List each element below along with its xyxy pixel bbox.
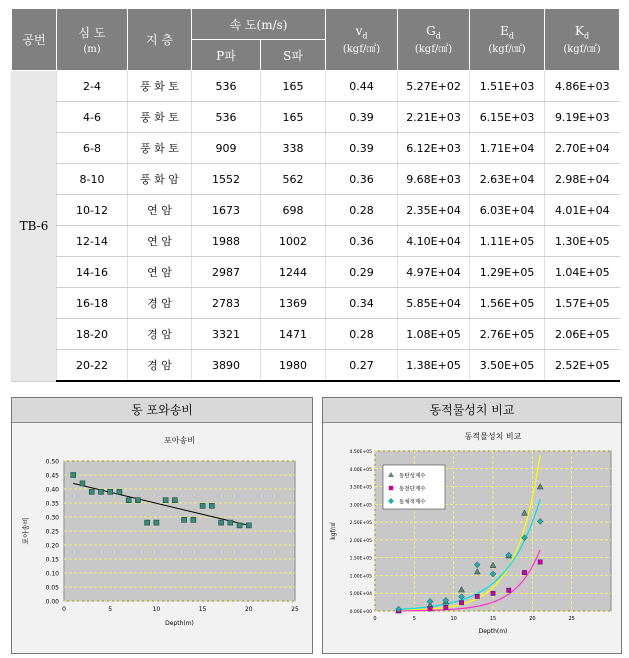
- cell-depth: 2-4: [57, 71, 128, 102]
- cell-nu: 0.36: [326, 164, 398, 195]
- cell-K: 1.57E+05: [545, 288, 620, 319]
- cell-E: 1.71E+04: [470, 133, 545, 164]
- table-row: [12, 133, 620, 164]
- y-tick-label: 3.00E+05: [349, 503, 372, 509]
- cell-K: 2.52E+05: [545, 350, 620, 382]
- y-tick-label: 0.40: [45, 486, 59, 494]
- y-tick-label: 0.50: [45, 458, 59, 466]
- cell-K: 2.98E+04: [545, 164, 620, 195]
- cell-G: 4.10E+04: [398, 226, 470, 257]
- y-tick-label: 0.00E+00: [349, 610, 372, 615]
- x-tick-label: 15: [198, 606, 207, 613]
- cell-G: 2.35E+04: [398, 195, 470, 226]
- poisson-panel-title: 동 포와송비: [12, 398, 312, 423]
- cell-p: 536: [192, 71, 261, 102]
- cell-G: 1.38E+05: [398, 350, 470, 382]
- x-tick-label: 15: [489, 616, 497, 622]
- cell-K: 1.30E+05: [545, 226, 620, 257]
- cell-depth: 18-20: [57, 319, 128, 350]
- cell-s: 338: [261, 133, 326, 164]
- y-tick-label: 1.50E+05: [349, 556, 372, 562]
- data-point: [135, 498, 140, 503]
- cell-G: 1.08E+05: [398, 319, 470, 350]
- data-point: [246, 523, 251, 528]
- cell-K: 2.70E+04: [545, 133, 620, 164]
- cell-s: 698: [261, 195, 326, 226]
- cell-G: 9.68E+03: [398, 164, 470, 195]
- data-point: [219, 520, 224, 525]
- table-row: [12, 257, 620, 288]
- header-velocity: 속 도(m/s): [192, 9, 326, 40]
- cell-E: 1.11E+05: [470, 226, 545, 257]
- data-point: [428, 607, 432, 611]
- cell-E: 1.51E+03: [470, 71, 545, 102]
- cell-K: 4.01E+04: [545, 195, 620, 226]
- cell-layer: 풍 화 암: [128, 164, 192, 195]
- x-tick-label: 5: [412, 616, 416, 622]
- cell-nu: 0.34: [326, 288, 398, 319]
- cell-p: 3890: [192, 350, 261, 382]
- cell-E: 2.63E+04: [470, 164, 545, 195]
- data-point: [507, 588, 511, 592]
- table-row: [12, 102, 620, 133]
- chart-title: 동적물성치 비교: [464, 432, 522, 441]
- cell-G: 5.85E+04: [398, 288, 470, 319]
- y-tick-label: 4.00E+05: [349, 467, 372, 473]
- data-point: [491, 591, 495, 595]
- cell-nu: 0.39: [326, 102, 398, 133]
- cell-depth: 20-22: [57, 350, 128, 382]
- data-point: [89, 489, 94, 494]
- cell-layer: 풍 화 토: [128, 71, 192, 102]
- data-point: [182, 517, 187, 522]
- cell-layer: 경 암: [128, 319, 192, 350]
- y-tick-label: 0.15: [45, 556, 59, 564]
- table-row: [12, 195, 620, 226]
- header-s-wave: S파: [261, 40, 326, 71]
- cell-nu: 0.28: [326, 319, 398, 350]
- y-tick-label: 3.50E+05: [349, 485, 372, 491]
- data-point: [538, 560, 542, 564]
- cell-p: 2987: [192, 257, 261, 288]
- y-tick-label: 0.30: [45, 514, 59, 522]
- y-axis-label: 포아송비: [22, 517, 30, 545]
- x-tick-label: 0: [62, 606, 66, 613]
- cell-layer: 연 암: [128, 195, 192, 226]
- cell-layer: 연 암: [128, 226, 192, 257]
- table-row: [12, 350, 620, 382]
- cell-s: 562: [261, 164, 326, 195]
- cell-K: 4.86E+03: [545, 71, 620, 102]
- data-point: [126, 498, 131, 503]
- y-tick-label: 0.25: [45, 528, 59, 536]
- cell-p: 1552: [192, 164, 261, 195]
- data-point: [145, 520, 150, 525]
- cell-p: 3321: [192, 319, 261, 350]
- data-point: [228, 520, 233, 525]
- cell-nu: 0.29: [326, 257, 398, 288]
- data-point: [459, 600, 463, 604]
- cell-E: 1.56E+05: [470, 288, 545, 319]
- header-p-wave: P파: [192, 40, 261, 71]
- legend-label: 동체적계수: [399, 499, 426, 506]
- poisson-chart: [12, 423, 312, 653]
- data-point: [444, 605, 448, 609]
- cell-G: 6.12E+03: [398, 133, 470, 164]
- modulus-panel: [322, 397, 622, 654]
- header-depth: 심 도 (m): [57, 9, 128, 71]
- legend-label: 동탄성계수: [399, 473, 426, 480]
- data-point: [117, 489, 122, 494]
- data-point: [98, 489, 103, 494]
- cell-nu: 0.27: [326, 350, 398, 382]
- data-point: [200, 503, 205, 508]
- cell-E: 1.29E+05: [470, 257, 545, 288]
- data-point: [475, 594, 479, 598]
- cell-s: 1980: [261, 350, 326, 382]
- borehole-cell: TB-6: [12, 71, 57, 382]
- cell-layer: 풍 화 토: [128, 102, 192, 133]
- modulus-panel-title: 동적물성치 비교: [323, 398, 621, 423]
- header-K: $K_d$ (kgf/㎠): [545, 9, 620, 71]
- x-tick-label: 10: [450, 616, 457, 622]
- y-tick-label: 2.50E+05: [349, 521, 372, 527]
- data-point: [522, 570, 526, 574]
- cell-K: 9.19E+03: [545, 102, 620, 133]
- cell-nu: 0.44: [326, 71, 398, 102]
- data-point: [237, 523, 242, 528]
- table-row: [12, 226, 620, 257]
- x-tick-label: 5: [108, 606, 113, 613]
- header-nu: $v_d$ (kgf/㎠): [326, 9, 398, 71]
- cell-nu: 0.28: [326, 195, 398, 226]
- y-tick-label: 0.45: [45, 472, 59, 480]
- x-tick-label: 20: [244, 606, 253, 613]
- cell-s: 1471: [261, 319, 326, 350]
- legend-marker: [389, 486, 393, 490]
- data-point: [108, 489, 113, 494]
- y-tick-label: 4.50E+05: [349, 450, 372, 455]
- y-tick-label: 0.10: [45, 570, 59, 578]
- cell-layer: 경 암: [128, 350, 192, 382]
- header-layer: 지 층: [128, 9, 192, 71]
- cell-p: 909: [192, 133, 261, 164]
- cell-G: 4.97E+04: [398, 257, 470, 288]
- data-point: [163, 498, 168, 503]
- cell-layer: 풍 화 토: [128, 133, 192, 164]
- cell-E: 6.15E+03: [470, 102, 545, 133]
- table-row: [12, 164, 620, 195]
- cell-s: 165: [261, 71, 326, 102]
- y-tick-label: 5.00E+04: [349, 592, 372, 598]
- cell-depth: 4-6: [57, 102, 128, 133]
- legend-label: 동전단계수: [399, 486, 426, 493]
- cell-p: 1988: [192, 226, 261, 257]
- x-tick-label: 10: [152, 606, 161, 613]
- x-tick-label: 0: [373, 616, 377, 622]
- table-row: [12, 71, 620, 102]
- chart-title: 포아송비: [164, 436, 195, 445]
- modulus-chart: [323, 423, 621, 653]
- y-tick-label: 0.35: [45, 500, 59, 508]
- data-point: [191, 517, 196, 522]
- cell-depth: 8-10: [57, 164, 128, 195]
- data-point: [209, 503, 214, 508]
- data-point: [71, 473, 76, 478]
- table-row: [12, 319, 620, 350]
- header-hole: 공번: [12, 9, 57, 71]
- cell-p: 536: [192, 102, 261, 133]
- cell-nu: 0.39: [326, 133, 398, 164]
- cell-depth: 14-16: [57, 257, 128, 288]
- header-G: $G_d$ (kgf/㎠): [398, 9, 470, 71]
- cell-layer: 경 암: [128, 288, 192, 319]
- cell-depth: 10-12: [57, 195, 128, 226]
- x-axis-label: Depth(m): [478, 628, 508, 635]
- cell-K: 2.06E+05: [545, 319, 620, 350]
- x-tick-label: 20: [529, 616, 536, 622]
- cell-G: 5.27E+02: [398, 71, 470, 102]
- data-point: [154, 520, 159, 525]
- cell-s: 165: [261, 102, 326, 133]
- table-row: [12, 288, 620, 319]
- cell-depth: 6-8: [57, 133, 128, 164]
- y-tick-label: 0.00: [45, 598, 59, 606]
- x-tick-label: 25: [568, 616, 575, 622]
- y-tick-label: 1.00E+05: [349, 574, 372, 580]
- cell-s: 1244: [261, 257, 326, 288]
- cell-layer: 연 암: [128, 257, 192, 288]
- cell-depth: 16-18: [57, 288, 128, 319]
- cell-p: 2783: [192, 288, 261, 319]
- poisson-panel: [11, 397, 313, 654]
- dynamic-properties-table: [11, 8, 620, 382]
- cell-E: 3.50E+05: [470, 350, 545, 382]
- cell-depth: 12-14: [57, 226, 128, 257]
- x-axis-label: Depth(m): [165, 620, 194, 627]
- cell-s: 1002: [261, 226, 326, 257]
- cell-E: 6.03E+04: [470, 195, 545, 226]
- y-tick-label: 0.20: [45, 542, 59, 550]
- y-tick-label: 0.05: [45, 584, 59, 592]
- cell-K: 1.04E+05: [545, 257, 620, 288]
- x-tick-label: 25: [291, 606, 299, 613]
- cell-s: 1369: [261, 288, 326, 319]
- cell-G: 2.21E+03: [398, 102, 470, 133]
- y-tick-label: 2.00E+05: [349, 538, 372, 544]
- header-E: $E_d$ (kgf/㎠): [470, 9, 545, 71]
- cell-nu: 0.36: [326, 226, 398, 257]
- cell-p: 1673: [192, 195, 261, 226]
- cell-E: 2.76E+05: [470, 319, 545, 350]
- data-point: [172, 498, 177, 503]
- data-point: [80, 481, 85, 486]
- y-axis-label: kgf/㎠: [330, 522, 337, 540]
